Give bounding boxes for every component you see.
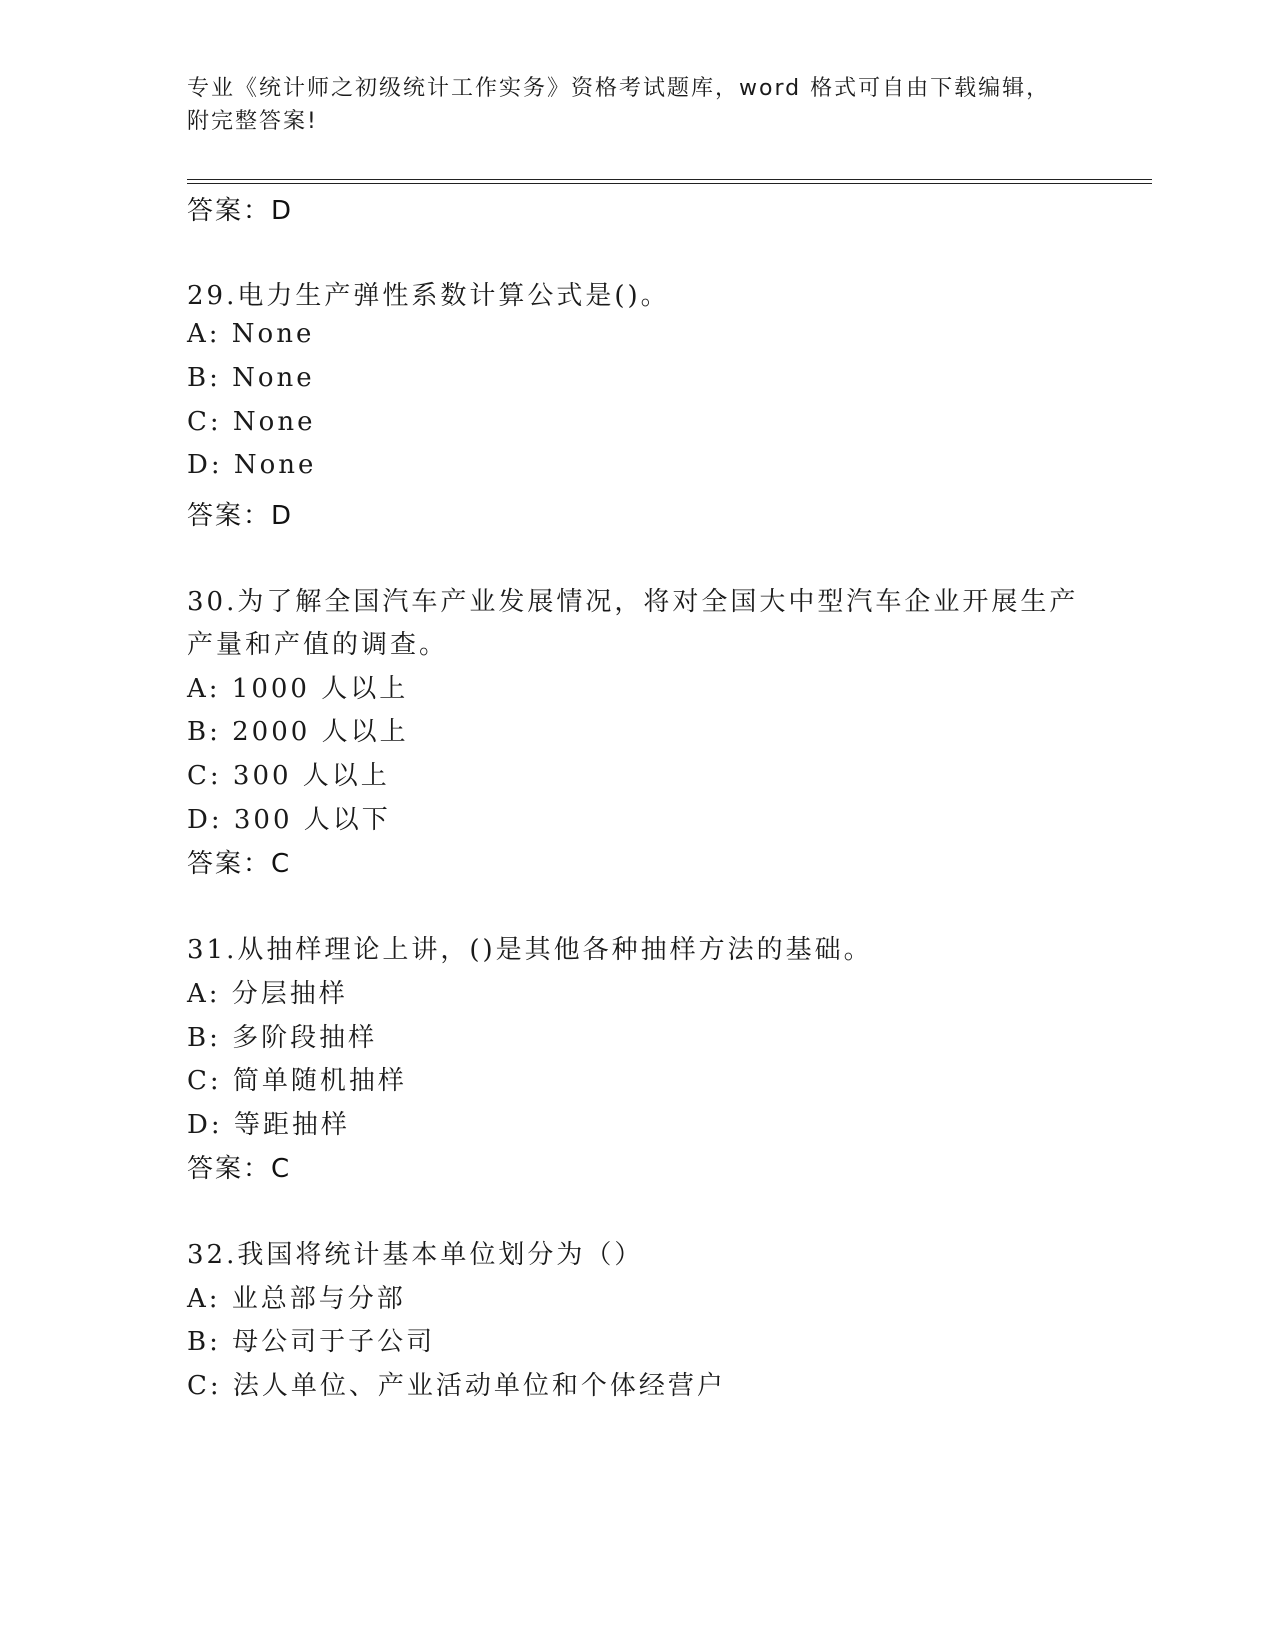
question-stem: 30.为了解全国汽车产业发展情况，将对全国大中型汽车企业开展生产 [187, 587, 1079, 617]
option-c: C: None [187, 407, 316, 437]
header-divider-top [187, 179, 1152, 180]
option-a: A: None [187, 319, 315, 349]
question-stem: 29.电力生产弹性系数计算公式是()。 [187, 281, 670, 311]
option-a: A: 业总部与分部 [187, 1284, 406, 1314]
option-c: C: 简单随机抽样 [187, 1066, 407, 1096]
option-c: C: 300 人以上 [187, 761, 390, 791]
option-b: B: None [187, 363, 315, 393]
option-d: D: 300 人以下 [187, 805, 391, 835]
option-c: C: 法人单位、产业活动单位和个体经营户 [187, 1371, 726, 1401]
option-b: B: 2000 人以上 [187, 717, 409, 747]
question-stem-continued: 产量和产值的调查。 [187, 630, 449, 660]
option-a: A: 分层抽样 [187, 979, 348, 1009]
option-b: B: 母公司于子公司 [187, 1327, 436, 1357]
header-line-1: 专业《统计师之初级统计工作实务》资格考试题库，word 格式可自由下载编辑， [187, 76, 1051, 101]
question-stem: 32.我国将统计基本单位划分为（） [187, 1240, 644, 1270]
option-a: A: 1000 人以上 [187, 674, 409, 704]
answer-line: 答案：D [187, 501, 294, 531]
option-d: D: None [187, 450, 317, 480]
header-line-2: 附完整答案! [187, 109, 318, 134]
answer-line: 答案：C [187, 849, 292, 879]
document-header [187, 72, 1067, 138]
header-divider-bottom [187, 183, 1152, 184]
answer-line: 答案：D [187, 196, 294, 226]
option-b: B: 多阶段抽样 [187, 1023, 378, 1053]
option-d: D: 等距抽样 [187, 1110, 350, 1140]
answer-line: 答案：C [187, 1154, 292, 1184]
question-stem: 31.从抽样理论上讲，()是其他各种抽样方法的基础。 [187, 935, 873, 965]
